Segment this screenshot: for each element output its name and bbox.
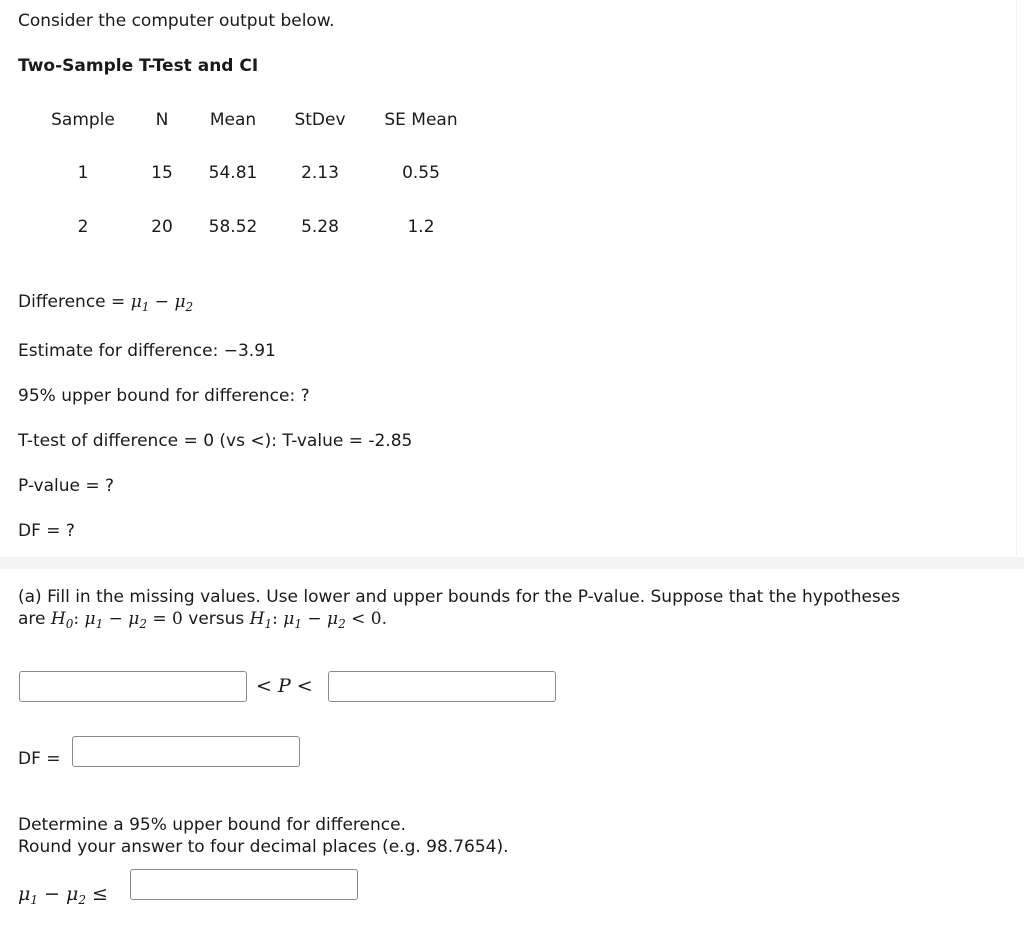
df-input-label: DF = — [18, 749, 61, 769]
table-header: Sample — [51, 110, 115, 130]
table-header: Mean — [209, 110, 257, 130]
table-cell: 1 — [77, 163, 89, 183]
upper-bound-line: 95% upper bound for difference: ? — [18, 386, 310, 406]
df-input[interactable] — [72, 736, 300, 767]
ttest-line: T-test of difference = 0 (vs <): T-value = -2.85 — [18, 431, 413, 451]
table-cell: 5.28 — [301, 217, 339, 237]
table-cell: 1.2 — [407, 217, 435, 237]
upper-bound-question-line2: Round your answer to four decimal places (e.g. 98.7654). — [18, 837, 509, 857]
section-divider — [0, 557, 1024, 569]
table-header: StDev — [294, 110, 346, 130]
difference-label: Difference = — [18, 292, 131, 312]
table-header: SE Mean — [384, 110, 458, 130]
difference-expression: $\mu_1 - \mu_2$ — [130, 292, 194, 314]
upper-bound-question-line1: Determine a 95% upper bound for difference. — [18, 815, 406, 835]
table-cell: 15 — [151, 163, 173, 183]
intro-text: Consider the computer output below. — [18, 11, 335, 31]
p-lower-bound-input[interactable] — [19, 671, 247, 702]
table-header: N — [155, 110, 169, 130]
df-line: DF = ? — [18, 521, 75, 541]
table-cell: 2 — [77, 217, 89, 237]
output-title: Two-Sample T-Test and CI — [18, 56, 259, 76]
difference-definition — [18, 292, 193, 312]
table-cell: 20 — [151, 217, 173, 237]
p-bounds-label: < P < — [256, 675, 313, 697]
table-cell: 58.52 — [208, 217, 258, 237]
estimate-line: Estimate for difference: −3.91 — [18, 341, 276, 361]
upper-bound-expression: $\mu_1 - \mu_2$ ≤ — [18, 883, 108, 907]
p-upper-bound-input[interactable] — [328, 671, 556, 702]
question-panel — [0, 569, 1017, 936]
pvalue-line: P-value = ? — [18, 476, 115, 496]
table-cell: 54.81 — [208, 163, 258, 183]
part-a-hypotheses: are $H_0$: $\mu_1 - \mu_2 = 0$ versus $H_1$: $\mu_1 - \mu_2 < 0$. — [18, 609, 388, 631]
part-a-text-line1: (a) Fill in the missing values. Use lower and upper bounds for the P-value. Suppose that the hypotheses — [18, 587, 901, 607]
upper-bound-input[interactable] — [130, 869, 358, 900]
table-cell: 0.55 — [402, 163, 440, 183]
table-cell: 2.13 — [301, 163, 339, 183]
